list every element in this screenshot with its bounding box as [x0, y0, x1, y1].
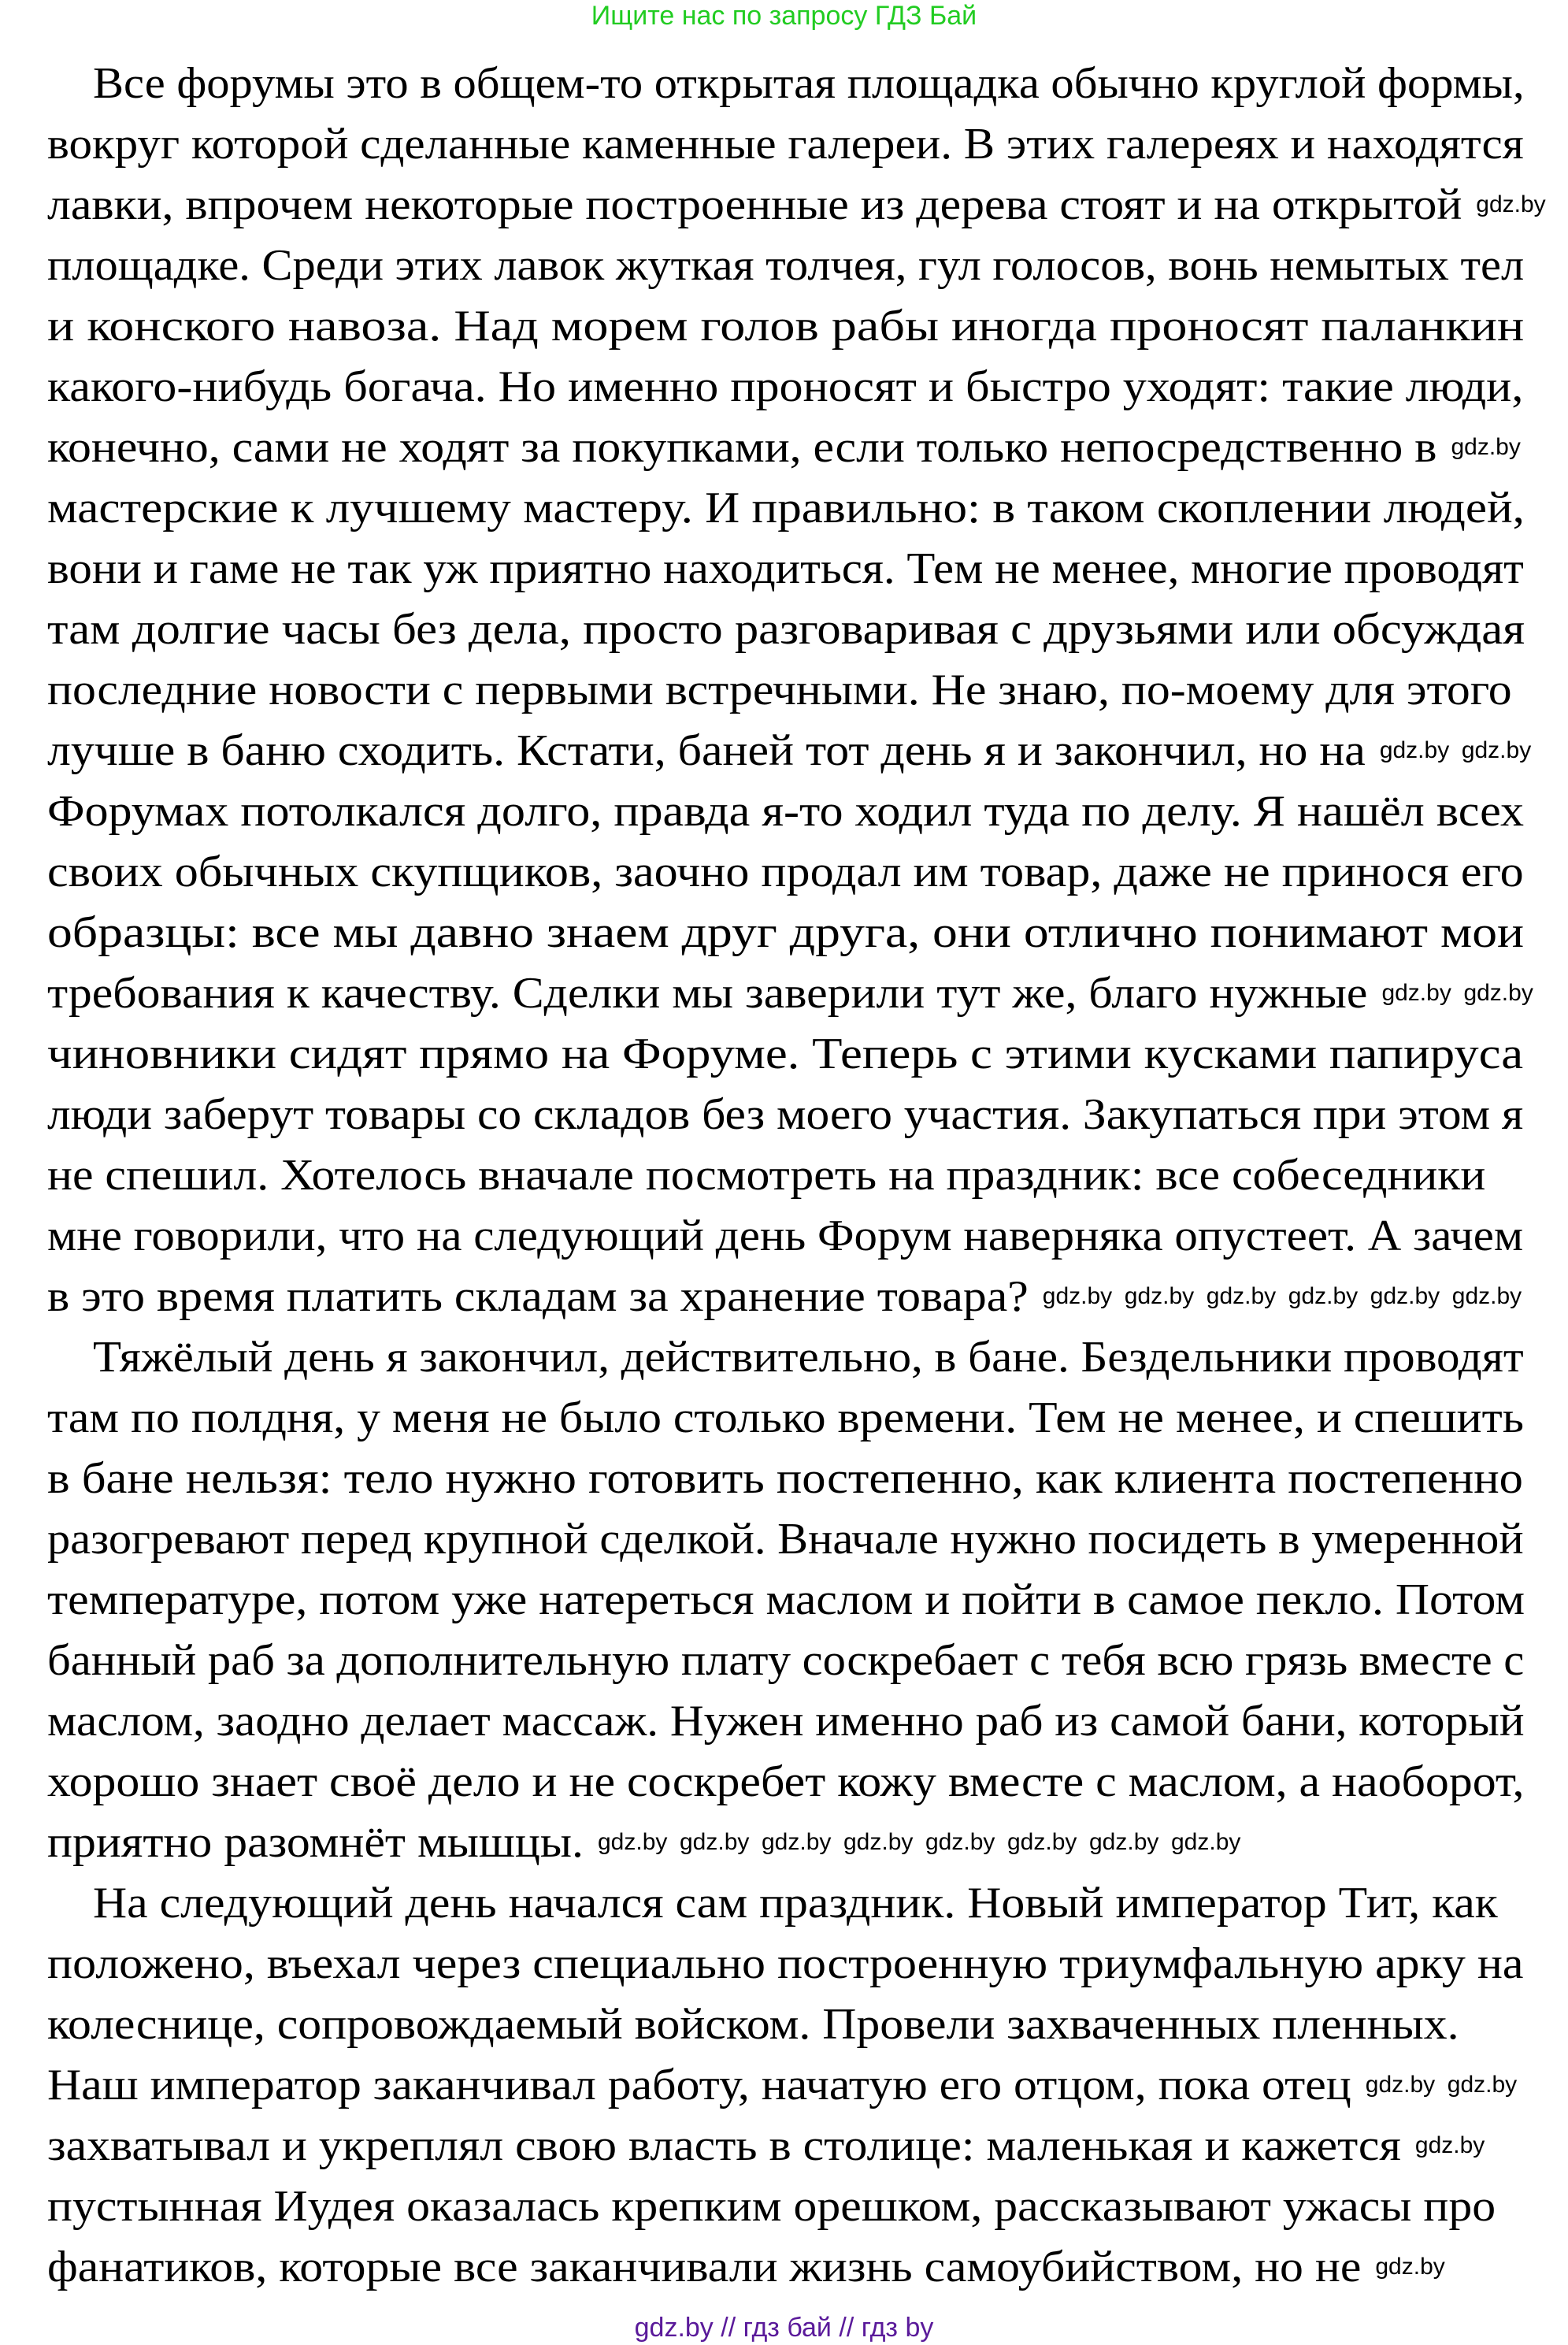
text-line: чиновники сидят прямо на Форуме. Теперь с этими кусками папируса — [47, 1030, 1524, 1078]
watermark-text: gdz.by — [1447, 2072, 1518, 2098]
text-line: разогревают перед крупной сделкой. Вначале нужно посидеть в умеренной — [47, 1515, 1524, 1564]
text-line: вони и гаме не так уж приятно находиться. Тем не менее, многие проводят — [47, 544, 1524, 593]
text-line: Все форумы это в общем-то открытая площадка обычно круглой формы, — [93, 59, 1525, 108]
text-line: Форумах потолкался долго, правда я-то ходил туда по делу. Я нашёл всех — [47, 787, 1525, 836]
watermark-text: gdz.by — [597, 1829, 668, 1855]
watermark-text: gdz.by — [1288, 1283, 1359, 1309]
watermark-text: gdz.by — [1170, 1829, 1241, 1855]
watermark-text: gdz.by — [761, 1829, 832, 1855]
watermark-text: gdz.by — [1370, 1283, 1440, 1309]
text-line: не спешил. Хотелось вначале посмотреть на праздник: все собеседники — [47, 1151, 1486, 1200]
text-line: и конского навоза. Над морем голов рабы иногда проносят паланкин — [47, 302, 1525, 351]
text-line: лучше в баню сходить. Кстати, баней тот день я и закончил, но на — [47, 726, 1366, 775]
watermark-text: gdz.by — [1414, 2132, 1485, 2158]
text-line: образцы: все мы давно знаем друг друга, они отлично понимают мои — [47, 908, 1525, 957]
watermark-text: gdz.by — [1476, 191, 1546, 217]
text-line: мастерские к лучшему мастеру. И правильно: в таком скоплении людей, — [47, 484, 1525, 532]
text-line: На следующий день начался сам праздник. Новый император Тит, как — [93, 1879, 1498, 1928]
text-line: в бане нельзя: тело нужно готовить постепенно, как клиента постепенно — [47, 1454, 1523, 1503]
text-line: там по полдня, у меня не было столько времени. Тем не менее, и спешить — [47, 1393, 1524, 1442]
watermark-text: gdz.by — [1451, 1283, 1522, 1309]
watermark-text: gdz.by — [925, 1829, 995, 1855]
text-line: хорошо знает своё дело и не соскребет кожу вместе с маслом, а наоборот, — [47, 1757, 1525, 1806]
watermark-text: gdz.by — [1206, 1283, 1277, 1309]
watermark-text: gdz.by — [1006, 1829, 1077, 1855]
text-line: температуре, потом уже натереться маслом и пойти в самое пекло. Потом — [47, 1575, 1525, 1624]
watermark-text: gdz.by — [1375, 2254, 1445, 2280]
text-line: пустынная Иудея оказалась крепким орешком, рассказывают ужасы про — [47, 2182, 1496, 2231]
text-line: площадке. Среди этих лавок жуткая толчея, гул голосов, вонь немытых тел — [47, 241, 1525, 290]
text-line: фанатиков, которые все заканчивали жизнь самоубийством, но не — [47, 2243, 1362, 2291]
text-line: последние новости с первыми встречными. Не знаю, по-моему для этого — [47, 666, 1512, 714]
watermark-text: gdz.by — [1379, 737, 1450, 763]
watermark-text: gdz.by — [1451, 434, 1521, 460]
text-line: захватывал и укреплял свою власть в столице: маленькая и кажется — [47, 2121, 1401, 2170]
header-watermark-link[interactable]: Ищите нас по запросу ГДЗ Бай — [591, 1, 977, 31]
watermark-text: gdz.by — [1042, 1283, 1113, 1309]
text-line: Наш император заканчивал работу, начатую его отцом, пока отец — [47, 2061, 1351, 2109]
text-line: мне говорили, что на следующий день Форум наверняка опустеет. А зачем — [47, 1211, 1524, 1260]
watermark-text: gdz.by — [1088, 1829, 1159, 1855]
text-line: требования к качеству. Сделки мы заверили тут же, благо нужные — [47, 969, 1368, 1018]
text-line: приятно разомнёт мышцы. — [47, 1818, 584, 1867]
watermark-text: gdz.by — [1461, 737, 1532, 763]
text-line: там долгие часы без дела, просто разговаривая с друзьями или обсуждая — [47, 605, 1525, 654]
watermark-text: gdz.by — [1463, 980, 1533, 1006]
text-line: банный раб за дополнительную плату соскребает с тебя всю грязь вместе с — [47, 1636, 1525, 1685]
text-line: положено, въехал через специально построенную триумфальную арку на — [47, 1939, 1524, 1988]
text-line: какого-нибудь богача. Но именно проносят и быстро уходят: такие люди, — [47, 362, 1524, 411]
watermark-text: gdz.by — [1124, 1283, 1195, 1309]
text-line: люди заберут товары со складов без моего участия. Закупаться при этом я — [47, 1090, 1524, 1139]
footer-watermark-link[interactable]: gdz.by // гдз бай // гдз by — [634, 2313, 934, 2343]
text-line: маслом, заодно делает массаж. Нужен именно раб из самой бани, который — [47, 1697, 1525, 1746]
text-line: вокруг которой сделанные каменные галереи. В этих галереях и находятся — [47, 120, 1524, 169]
watermark-text: gdz.by — [1365, 2072, 1436, 2098]
watermark-text: gdz.by — [843, 1829, 914, 1855]
text-line: лавки, впрочем некоторые построенные из дерева стоят и на открытой — [47, 180, 1462, 229]
text-line: в это время платить складам за хранение товара? — [47, 1272, 1029, 1321]
text-line: своих обычных скупщиков, заочно продал им товар, даже не принося его — [47, 848, 1524, 896]
watermark-text: gdz.by — [1381, 980, 1451, 1006]
watermark-text: gdz.by — [679, 1829, 750, 1855]
text-line: Тяжёлый день я закончил, действительно, в бане. Бездельники проводят — [93, 1333, 1524, 1382]
text-line: конечно, сами не ходят за покупками, если только непосредственно в — [47, 423, 1437, 472]
text-line: колеснице, сопровождаемый войском. Провели захваченных пленных. — [47, 2000, 1459, 2049]
